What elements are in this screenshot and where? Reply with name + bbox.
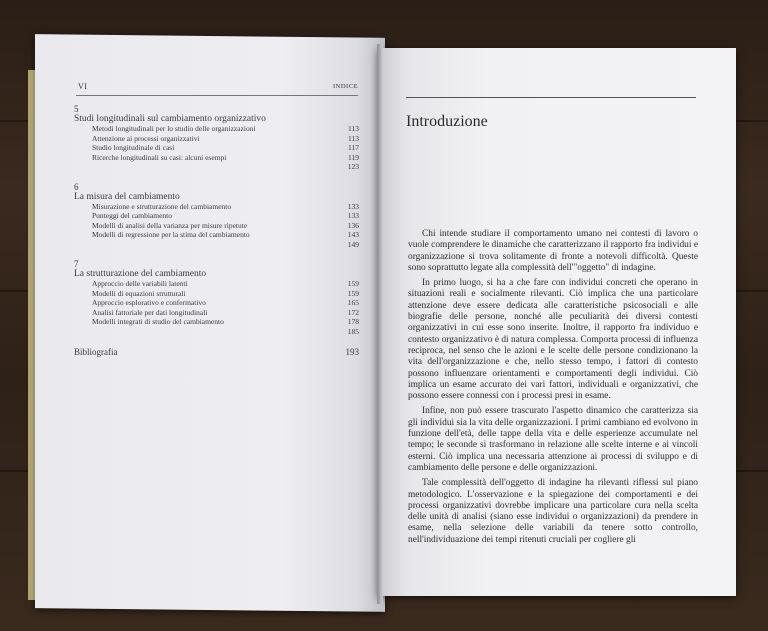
toc-entry: Ricerche longitudinali su casi: alcuni esempi 119 — [92, 152, 359, 162]
toc-entry: 123 — [347, 162, 359, 171]
paragraph: Infine, non può essere trascurato l'aspetto dinamico che caratterizza sia gli individui sia la vita delle organizzazioni. I primi cambiano ed evolvono in funzione dell'età, delle tappe della vita e delle esperienze accumulate nel tempo; le seconde si trasformano in relazione alle scelte interne e ai vincoli esterni. Ciò implica una necessaria attenzione ai processi di sviluppo e di cambiamento delle persone e delle organizzazioni. — [408, 406, 698, 473]
chapter-number: 6 — [74, 181, 79, 192]
toc-entry: Modelli di analisi della varianza per misure ripetute 136 — [92, 220, 359, 230]
header-rule — [406, 97, 696, 98]
chapter-title: La strutturazione del cambiamento — [74, 269, 207, 279]
book-spine — [377, 44, 383, 604]
toc-entry: Modelli di equazioni strutturali 159 — [92, 288, 359, 298]
body-text — [408, 229, 698, 550]
toc-entry: 149 — [347, 239, 359, 249]
running-header: INDICE — [333, 83, 359, 90]
toc-entry: Modelli integrati di studio del cambiamento 178 — [92, 317, 359, 326]
toc-entry: Metodi longitudinali per lo studio delle organizzazioni 113 — [92, 124, 359, 133]
chapter-number: 7 — [74, 259, 79, 269]
paragraph: Tale complessità dell'oggetto di indagine ha rilevanti riflessi sul piano metodologico. L'osservazione e la spiegazione dei comportamenti e dei processi organizzativi dovrebbe implicare una particolare cura nella scelta delle unità di analisi (siano esse individui o organizzazioni) da prendere in esame, nella selezione delle variabili da tenere sotto controllo, nell'individuazione dei tempi ritenuti cruciali per cogliere gli — [408, 478, 698, 545]
toc-entry: 185 — [347, 326, 359, 336]
chapter-7 — [74, 259, 359, 336]
chapter-title: Studi longitudinali sul cambiamento organizzativo — [74, 114, 266, 124]
toc-entry: Punteggi del cambiamento 133 — [92, 211, 359, 220]
chapter-6 — [74, 182, 359, 250]
toc-entry: Approccio esplorativo e confermativo 165 — [92, 298, 359, 307]
header-rule — [76, 95, 358, 96]
toc-entry: Attenzione ai processi organizzativi 113 — [92, 133, 359, 143]
chapter-5 — [74, 104, 359, 172]
chapter-title: La misura del cambiamento — [74, 191, 180, 202]
toc-entry: Analisi fattoriale per dati longitudinali 172 — [92, 307, 359, 317]
toc-entry: Misurazione e strutturazione del cambiamento 133 — [92, 201, 359, 211]
toc-entry: Studio longitudinale di casi 117 — [92, 143, 359, 152]
paragraph: In primo luogo, si ha a che fare con individui concreti che operano in situazioni reali e socialmente rilevanti. Ciò implica che una particolare attenzione deve essere dedicata alle caratteristiche psicosociali e alle biografie delle persone, nonché alle peculiarità dei diversi contesti organizzativi in cui esse sono inserite. Inoltre, il rapporto fra individuo e contesto organizzativo è di natura complessa. Comporta processi di influenza reciproca, nel senso che le azioni e le scelte delle persone condizionano la vita dell'organizzazione e che, nello stesso tempo, i fattori di contesto possono influenzare orientamenti e comportamenti degli individui. Ciò implica un esame accurato dei vari fattori, individuali e organizzativi, che possono essere connessi con i processi presi in esame. — [408, 278, 698, 402]
chapter-number: 5 — [74, 104, 79, 114]
toc-entry: Approccio delle variabili latenti 159 — [92, 279, 359, 288]
chapter-heading: Introduzione — [406, 113, 488, 130]
toc-entry-bibliography: Bibliografia 193 — [74, 347, 359, 357]
page-number-header: VI — [78, 82, 88, 91]
table-of-contents — [74, 104, 359, 358]
toc-entry: Modelli di regressione per la stima del cambiamento 143 — [92, 230, 359, 239]
paragraph: Chi intende studiare il comportamento umano nei contesti di lavoro o vuole comprendere le dinamiche che caratterizzano il rapporto fra individui e organizzazione si trova solitamente di fronte a notevoli difficoltà. Queste sono soprattutto legate alla complessità dell'"oggetto" di indagine. — [408, 229, 698, 273]
